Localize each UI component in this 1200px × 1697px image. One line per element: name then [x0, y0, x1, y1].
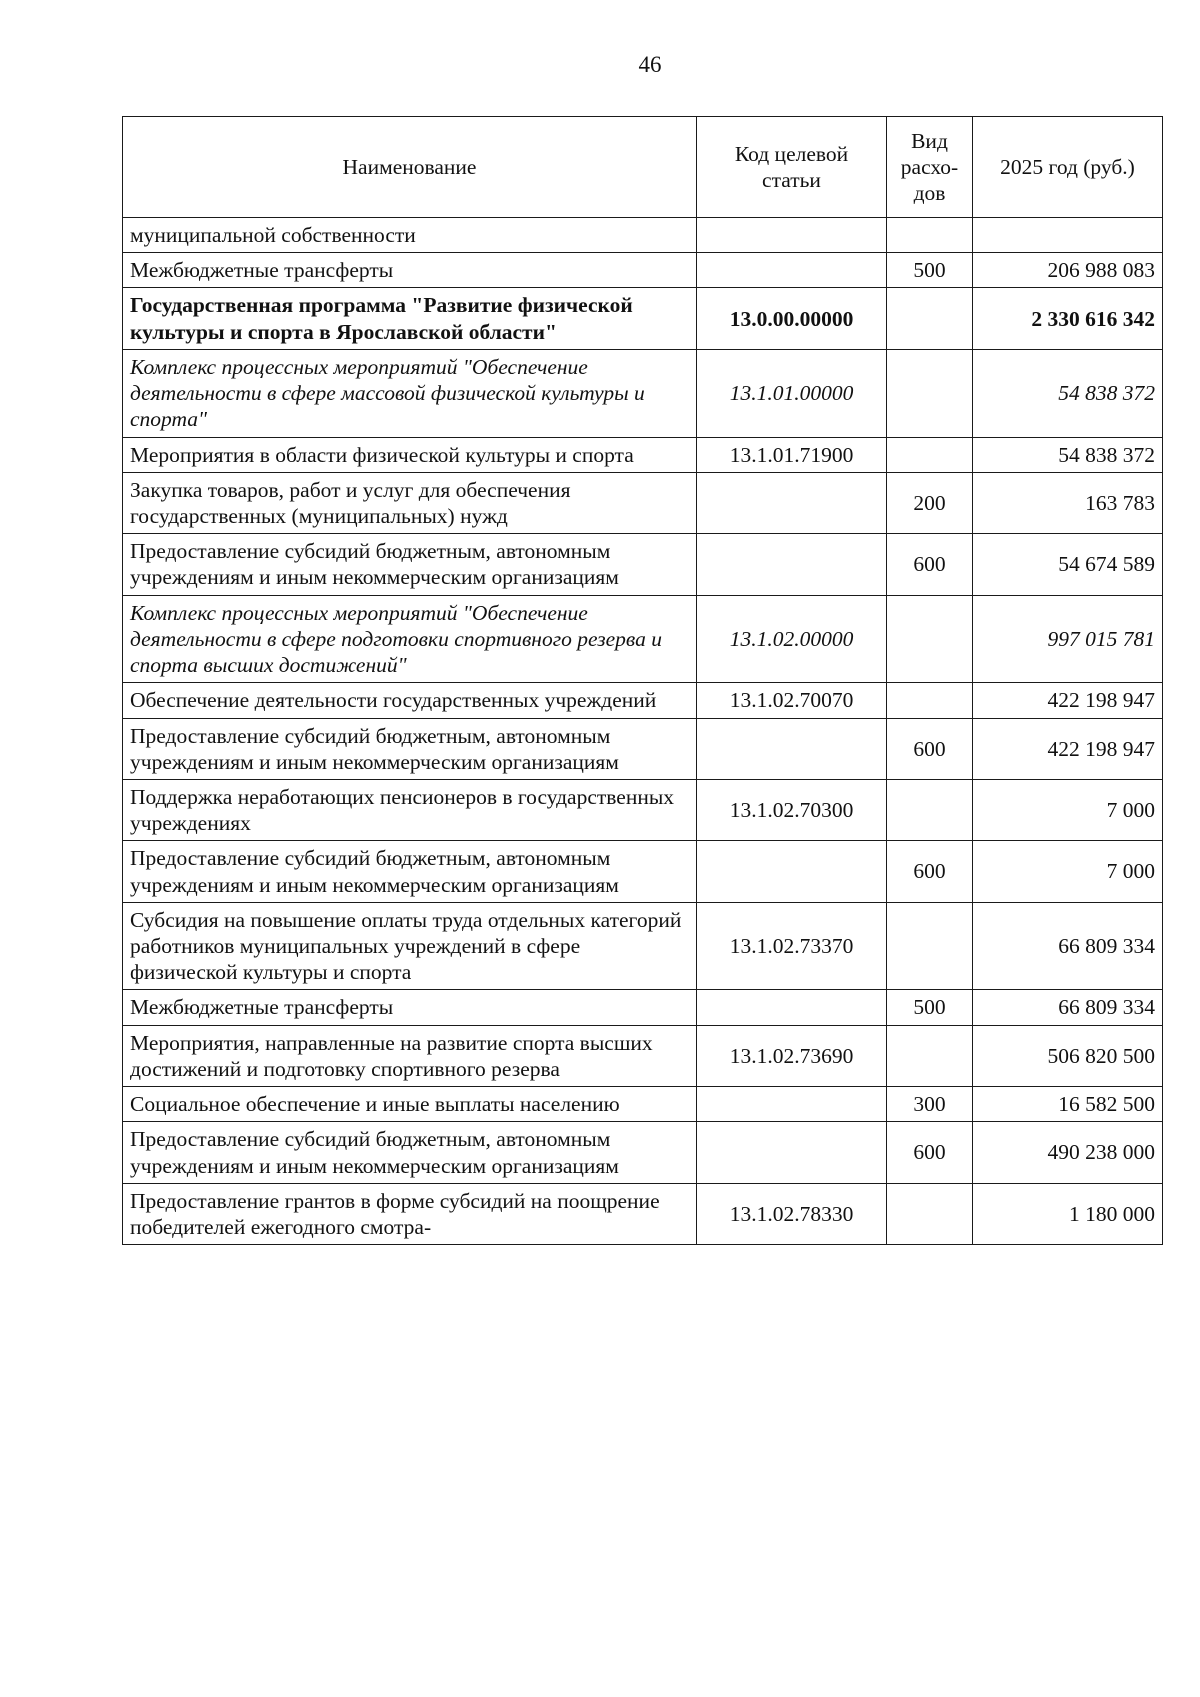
header-name: Наименование [123, 117, 697, 218]
row-code-cell [697, 1087, 887, 1122]
row-kind-cell [887, 437, 973, 472]
row-code-cell [697, 718, 887, 779]
row-amount-cell: 16 582 500 [973, 1087, 1163, 1122]
table-row [123, 683, 1163, 718]
row-kind-cell: 600 [887, 718, 973, 779]
row-code-cell [697, 472, 887, 533]
header-code: Код целевой статьи [697, 117, 887, 218]
row-amount-cell: 66 809 334 [973, 990, 1163, 1025]
row-kind-cell [887, 779, 973, 840]
row-code-cell: 13.1.01.00000 [697, 349, 887, 437]
row-kind-cell [887, 218, 973, 253]
row-kind-cell: 600 [887, 534, 973, 595]
header-amount: 2025 год (руб.) [973, 117, 1163, 218]
row-kind-cell [887, 683, 973, 718]
row-name-cell: Государственная программа "Развитие физической культуры и спорта в Ярославской области" [123, 288, 697, 349]
row-name-cell: Межбюджетные трансферты [123, 253, 697, 288]
row-name-cell: Закупка товаров, работ и услуг для обеспечения государственных (муниципальных) нужд [123, 472, 697, 533]
table-row [123, 472, 1163, 533]
table-header-row [123, 117, 1163, 218]
row-amount-cell: 490 238 000 [973, 1122, 1163, 1183]
table-row [123, 1183, 1163, 1244]
row-kind-cell: 500 [887, 253, 973, 288]
row-name-cell: Предоставление субсидий бюджетным, автономным учреждениям и иным некоммерческим организациям [123, 534, 697, 595]
row-code-cell: 13.1.02.73690 [697, 1025, 887, 1086]
row-kind-cell: 600 [887, 1122, 973, 1183]
row-amount-cell: 506 820 500 [973, 1025, 1163, 1086]
row-name-cell: Комплекс процессных мероприятий "Обеспечение деятельности в сфере массовой физической культуры и спорта" [123, 349, 697, 437]
row-amount-cell: 7 000 [973, 779, 1163, 840]
row-code-cell: 13.1.02.00000 [697, 595, 887, 683]
row-name-cell: Межбюджетные трансферты [123, 990, 697, 1025]
row-kind-cell: 200 [887, 472, 973, 533]
row-kind-cell [887, 288, 973, 349]
row-amount-cell: 54 838 372 [973, 437, 1163, 472]
row-code-cell [697, 253, 887, 288]
row-amount-cell: 206 988 083 [973, 253, 1163, 288]
row-amount-cell: 997 015 781 [973, 595, 1163, 683]
row-name-cell: муниципальной собственности [123, 218, 697, 253]
row-name-cell: Предоставление субсидий бюджетным, автономным учреждениям и иным некоммерческим организациям [123, 841, 697, 902]
row-amount-cell: 1 180 000 [973, 1183, 1163, 1244]
table-row [123, 288, 1163, 349]
table-row [123, 902, 1163, 990]
row-amount-cell: 7 000 [973, 841, 1163, 902]
row-amount-cell [973, 218, 1163, 253]
row-name-cell: Мероприятия в области физической культуры и спорта [123, 437, 697, 472]
row-name-cell: Обеспечение деятельности государственных учреждений [123, 683, 697, 718]
row-code-cell: 13.0.00.00000 [697, 288, 887, 349]
row-amount-cell: 2 330 616 342 [973, 288, 1163, 349]
table-row [123, 349, 1163, 437]
row-code-cell: 13.1.02.70300 [697, 779, 887, 840]
row-code-cell [697, 841, 887, 902]
table-row [123, 1087, 1163, 1122]
row-name-cell: Мероприятия, направленные на развитие спорта высших достижений и подготовку спортивного резерва [123, 1025, 697, 1086]
row-kind-cell [887, 1025, 973, 1086]
row-amount-cell: 66 809 334 [973, 902, 1163, 990]
row-code-cell: 13.1.02.73370 [697, 902, 887, 990]
row-name-cell: Предоставление субсидий бюджетным, автономным учреждениям и иным некоммерческим организациям [123, 1122, 697, 1183]
row-amount-cell: 422 198 947 [973, 683, 1163, 718]
row-code-cell [697, 218, 887, 253]
table-row [123, 1122, 1163, 1183]
table-row [123, 218, 1163, 253]
row-name-cell: Предоставление субсидий бюджетным, автономным учреждениям и иным некоммерческим организациям [123, 718, 697, 779]
row-kind-cell: 500 [887, 990, 973, 1025]
row-code-cell: 13.1.02.70070 [697, 683, 887, 718]
row-kind-cell [887, 1183, 973, 1244]
row-kind-cell [887, 349, 973, 437]
table-row [123, 437, 1163, 472]
table-row [123, 841, 1163, 902]
table-row [123, 595, 1163, 683]
header-kind: Вид расхо-дов [887, 117, 973, 218]
table-row [123, 990, 1163, 1025]
row-kind-cell: 300 [887, 1087, 973, 1122]
table-body [123, 218, 1163, 1245]
table-row [123, 534, 1163, 595]
row-code-cell: 13.1.02.78330 [697, 1183, 887, 1244]
row-kind-cell [887, 902, 973, 990]
row-amount-cell: 54 674 589 [973, 534, 1163, 595]
row-kind-cell: 600 [887, 841, 973, 902]
row-code-cell [697, 1122, 887, 1183]
row-amount-cell: 54 838 372 [973, 349, 1163, 437]
budget-table [122, 116, 1163, 1245]
row-name-cell: Предоставление грантов в форме субсидий на поощрение победителей ежегодного смотра- [123, 1183, 697, 1244]
row-kind-cell [887, 595, 973, 683]
row-name-cell: Социальное обеспечение и иные выплаты населению [123, 1087, 697, 1122]
table-row [123, 1025, 1163, 1086]
row-code-cell [697, 534, 887, 595]
row-name-cell: Поддержка неработающих пенсионеров в государственных учреждениях [123, 779, 697, 840]
row-amount-cell: 163 783 [973, 472, 1163, 533]
table-row [123, 779, 1163, 840]
page-number: 46 [638, 52, 662, 77]
row-code-cell: 13.1.01.71900 [697, 437, 887, 472]
table-row [123, 253, 1163, 288]
row-amount-cell: 422 198 947 [973, 718, 1163, 779]
row-name-cell: Комплекс процессных мероприятий "Обеспечение деятельности в сфере подготовки спортивного резерва и спорта высших достижений" [123, 595, 697, 683]
row-code-cell [697, 990, 887, 1025]
row-name-cell: Субсидия на повышение оплаты труда отдельных категорий работников муниципальных учреждений в сфере физической культуры и спорта [123, 902, 697, 990]
table-row [123, 718, 1163, 779]
